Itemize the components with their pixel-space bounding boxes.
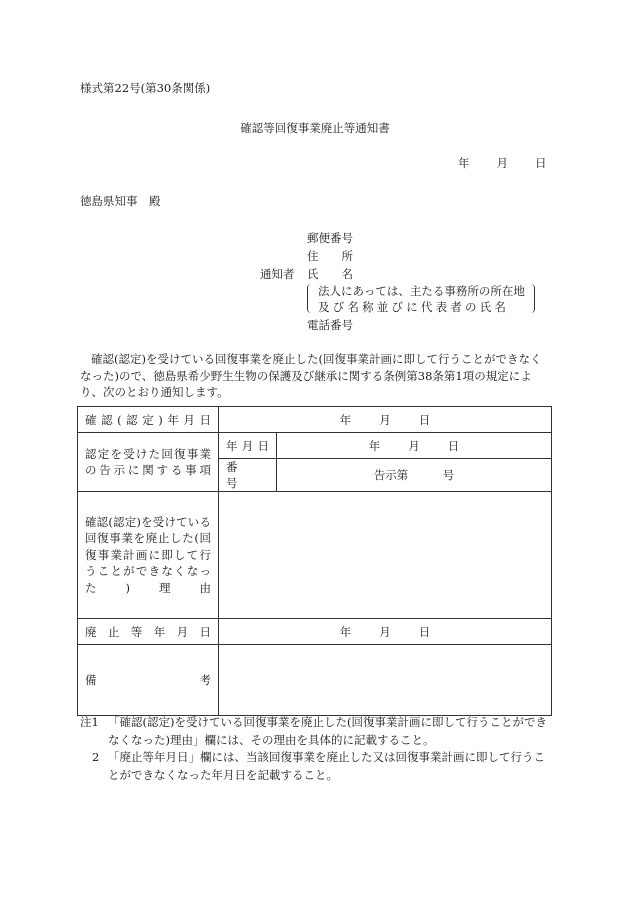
body-text: 確認(認定)を受けている回復事業を廃止した(回復事業計画に即して行うことができなくなった)ので、徳島県希少野生生物の保護及び継承に関する条例第38条第1項の規定により、次のとおり通知します。 [80, 352, 542, 399]
address-label: 住 所 [307, 249, 353, 263]
abolition-reason-value [219, 492, 552, 619]
confirmation-date-label: 確認(認定)年月日 [78, 407, 219, 433]
note-2 [80, 749, 555, 784]
note-2-number: 2 [92, 750, 100, 764]
corporate-note-line-1: 法人にあっては、主たる事務所の所在地 [318, 284, 525, 298]
table-row [78, 645, 552, 716]
table-row [78, 492, 552, 619]
abolition-reason-label: 確認(認定)を受けている回復事業を廃止した(回復事業計画に即して行うことができなくなった)理由 [78, 492, 219, 619]
corporate-note-line-2: 及び名称並びに代表者の氏名 [318, 300, 510, 314]
abolition-date-value: 年 月 日 [219, 619, 552, 645]
addressee: 徳島県知事 殿 [80, 194, 161, 208]
name-label: 氏 名 [307, 267, 353, 281]
abolition-date-label: 廃止等年月日 [78, 619, 219, 645]
table-row [78, 619, 552, 645]
form-number: 様式第22号(第30条関係) [80, 81, 211, 95]
confirmation-date-value: 年 月 日 [219, 407, 552, 433]
notice-date-value: 年 月 日 [277, 433, 552, 459]
document-title: 確認等回復事業廃止等通知書 [240, 121, 390, 135]
notice-matters-label: 認定を受けた回復事業の告示に関する事項 [78, 433, 219, 492]
note-1-text: 「確認(認定)を受けている回復事業を廃止した(回復事業計画に即して行うことができなくなった)理由」欄には、その理由を具体的に記載すること。 [108, 715, 547, 747]
note-1-number: 注1 [80, 715, 99, 729]
notification-table [77, 406, 552, 716]
notification-date [458, 155, 547, 171]
notifier-label: 通知者 [260, 267, 295, 281]
table-row [78, 407, 552, 433]
date-month: 月 [496, 156, 508, 170]
notice-number-value: 告示第 号 [277, 459, 552, 492]
note-1 [80, 714, 555, 749]
date-day: 日 [535, 156, 547, 170]
remarks-value [219, 645, 552, 716]
phone-label: 電話番号 [307, 318, 353, 332]
notice-date-label: 年月日 [219, 433, 277, 459]
note-2-text: 「廃止等年月日」欄には、当該回復事業を廃止した又は回復事業計画に即して行うことができなくなった年月日を記載すること。 [108, 750, 545, 782]
date-year: 年 [458, 156, 470, 170]
notice-number-label: 番 号 [219, 459, 277, 492]
notes [80, 714, 555, 784]
table-row [78, 433, 552, 459]
postal-code-label: 郵便番号 [307, 231, 353, 245]
remarks-label: 備 考 [78, 645, 219, 716]
